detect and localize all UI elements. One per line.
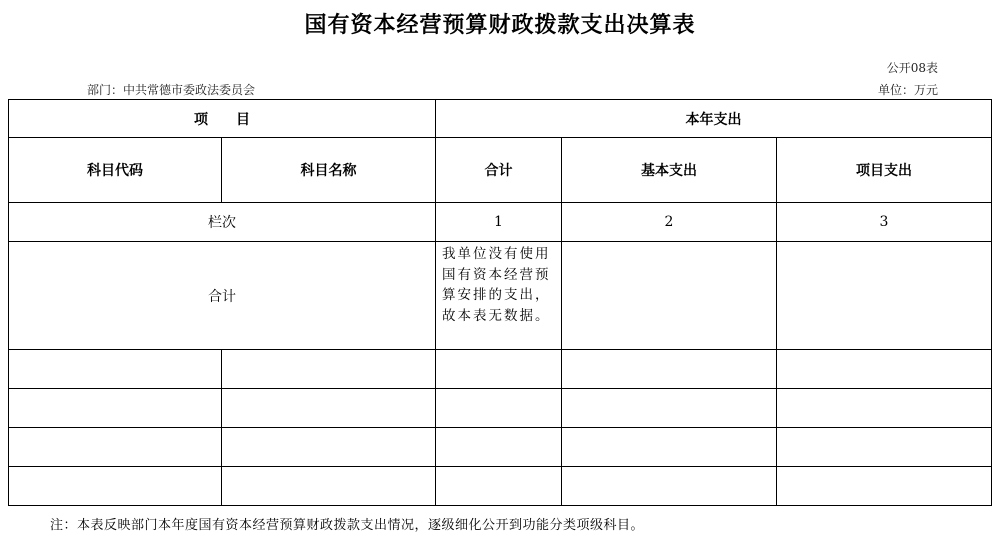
header-current-year: 本年支出	[436, 100, 992, 138]
header-project: 项目支出	[777, 138, 992, 203]
column-index-1: 1	[436, 203, 562, 242]
row-code	[9, 467, 222, 506]
header-row-2	[9, 138, 992, 203]
row-total	[436, 467, 562, 506]
row-code	[9, 389, 222, 428]
column-index-2: 2	[562, 203, 777, 242]
row-project	[777, 428, 992, 467]
no-data-note-cell	[436, 242, 562, 350]
row-project	[777, 467, 992, 506]
total-row-label: 合计	[9, 242, 436, 350]
column-index-3: 3	[777, 203, 992, 242]
unit-label: 单位：万元	[877, 83, 938, 97]
row-total	[436, 428, 562, 467]
row-basic	[562, 389, 777, 428]
column-index-row	[9, 203, 992, 242]
header-row-1	[9, 100, 992, 138]
row-project	[777, 389, 992, 428]
footnote: 注：本表反映部门本年度国有资本经营预算财政拨款支出情况，逐级细化公开到功能分类项级科目。	[50, 518, 645, 533]
row-total	[436, 389, 562, 428]
column-index-label: 栏次	[9, 203, 436, 242]
row-project	[777, 350, 992, 389]
row-name	[222, 428, 436, 467]
row-basic	[562, 350, 777, 389]
budget-table	[8, 99, 992, 506]
row-name	[222, 389, 436, 428]
row-basic	[562, 428, 777, 467]
header-total: 合计	[436, 138, 562, 203]
table-row	[9, 350, 992, 389]
table-row	[9, 428, 992, 467]
row-name	[222, 467, 436, 506]
row-total	[436, 350, 562, 389]
row-basic	[562, 467, 777, 506]
row-code	[9, 350, 222, 389]
total-row	[9, 242, 992, 350]
table-number: 公开08表	[886, 61, 938, 75]
row-name	[222, 350, 436, 389]
header-item: 项 目	[9, 100, 436, 138]
header-subject-code: 科目代码	[9, 138, 222, 203]
row-code	[9, 428, 222, 467]
header-basic: 基本支出	[562, 138, 777, 203]
no-data-note: 我单位没有使用国有资本经营预算安排的支出，故本表无数据。	[442, 246, 551, 324]
department-label: 部门：中共常德市委政法委员会	[87, 83, 256, 97]
table-row	[9, 389, 992, 428]
page-title: 国有资本经营预算财政拨款支出决算表	[304, 13, 696, 38]
table-row	[9, 467, 992, 506]
total-row-project	[777, 242, 992, 350]
total-row-basic	[562, 242, 777, 350]
header-subject-name: 科目名称	[222, 138, 436, 203]
